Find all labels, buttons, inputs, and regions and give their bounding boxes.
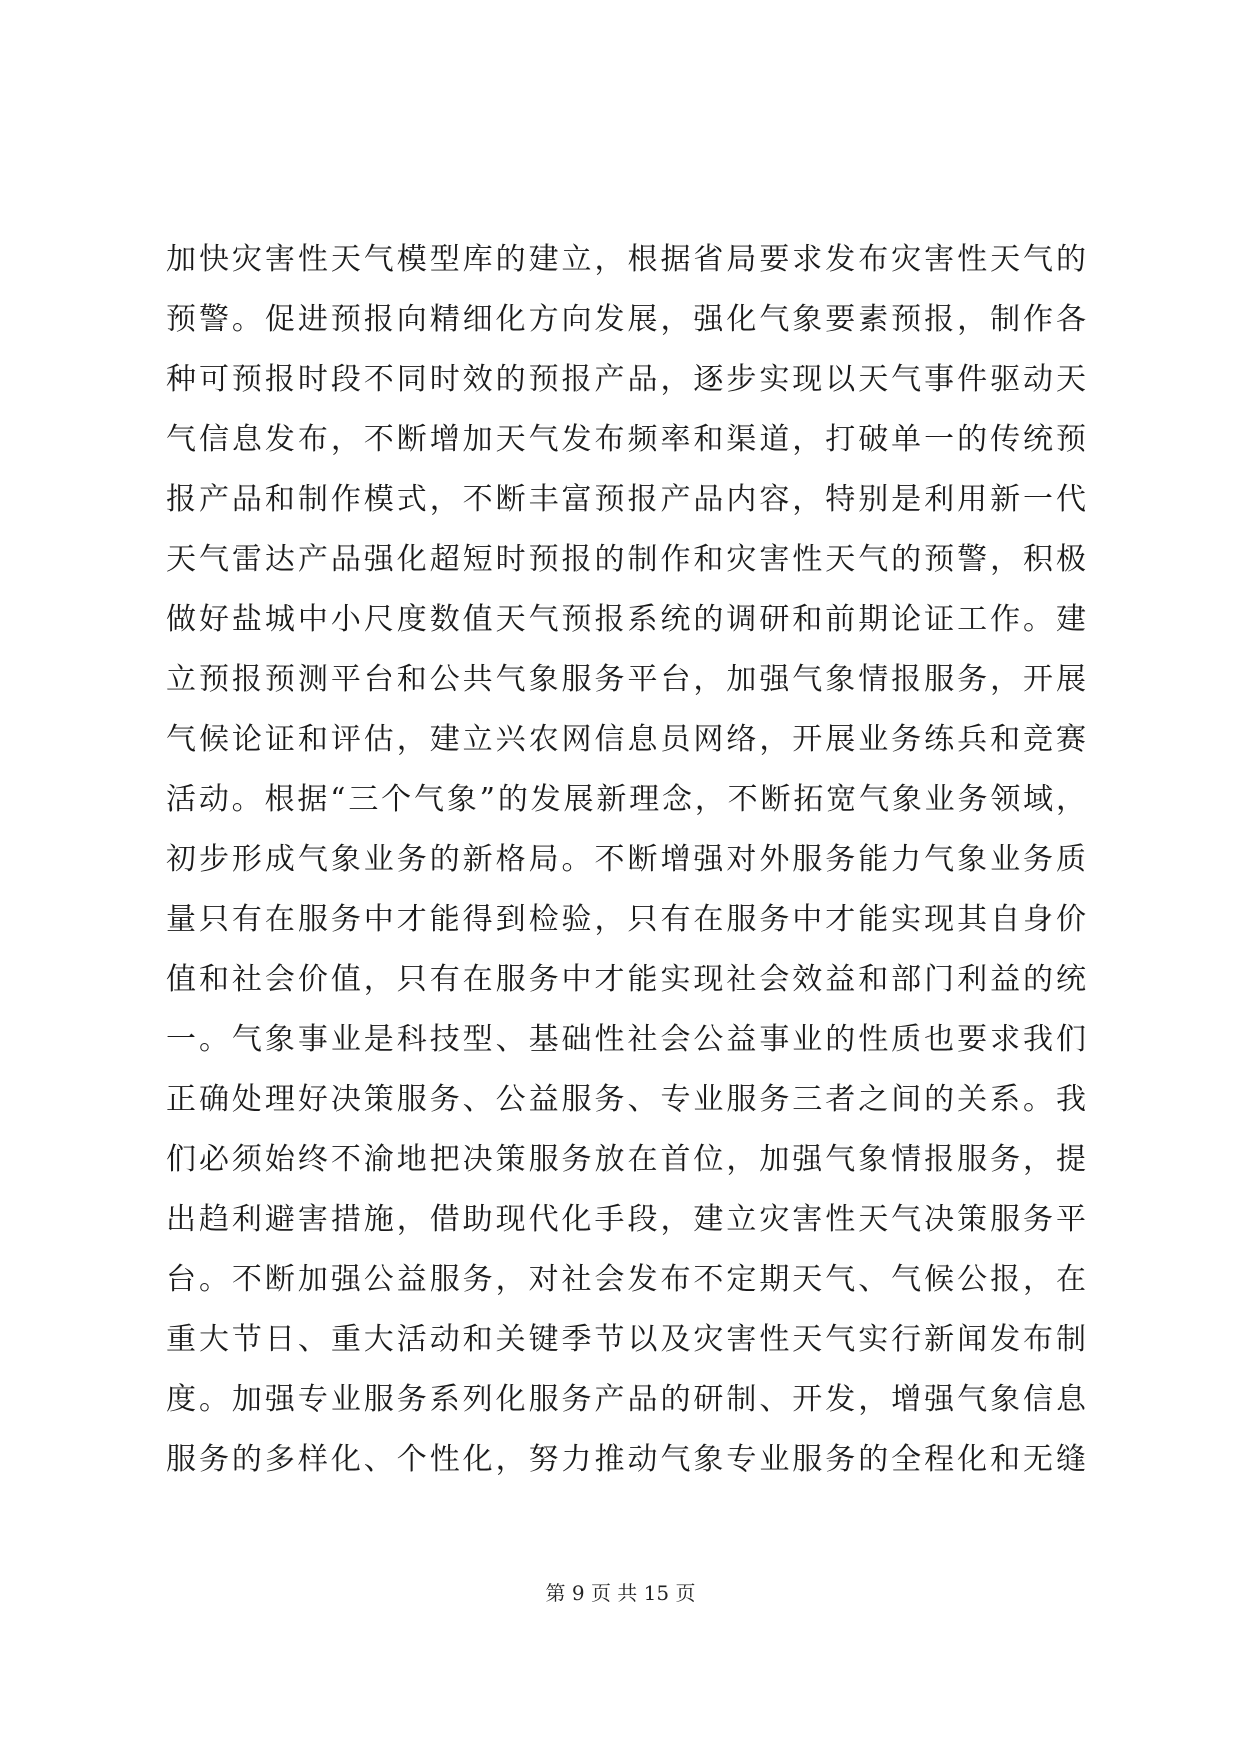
text-line: 天气雷达产品强化超短时预报的制作和灾害性天气的预警，积极 bbox=[166, 542, 1086, 577]
text-line: 量只有在服务中才能得到检验，只有在服务中才能实现其自身价 bbox=[166, 902, 1086, 937]
text-line: 做好盐城中小尺度数值天气预报系统的调研和前期论证工作。建 bbox=[166, 602, 1086, 637]
text-line: 立预报预测平台和公共气象服务平台，加强气象情报服务，开展 bbox=[166, 662, 1086, 697]
text-line: 加快灾害性天气模型库的建立，根据省局要求发布灾害性天气的 bbox=[166, 242, 1086, 277]
text-line: 出趋利避害措施，借助现代化手段，建立灾害性天气决策服务平 bbox=[166, 1202, 1086, 1237]
text-line: 种可预报时段不同时效的预报产品，逐步实现以天气事件驱动天 bbox=[166, 362, 1086, 397]
text-line: 重大节日、重大活动和关键季节以及灾害性天气实行新闻发布制 bbox=[166, 1322, 1086, 1357]
text-line: 活动。根据“三个气象”的发展新理念，不断拓宽气象业务领域， bbox=[166, 782, 1086, 817]
page-number-footer: 第 9 页 共 15 页 bbox=[545, 1581, 696, 1605]
body-text bbox=[166, 230, 1086, 1490]
text-line: 一。气象事业是科技型、基础性社会公益事业的性质也要求我们 bbox=[166, 1022, 1086, 1057]
text-line: 服务的多样化、个性化，努力推动气象专业服务的全程化和无缝 bbox=[166, 1442, 1086, 1477]
text-line: 气候论证和评估，建立兴农网信息员网络，开展业务练兵和竞赛 bbox=[166, 722, 1086, 757]
text-line: 气信息发布，不断增加天气发布频率和渠道，打破单一的传统预 bbox=[166, 422, 1086, 457]
text-line: 们必须始终不渝地把决策服务放在首位，加强气象情报服务，提 bbox=[166, 1142, 1086, 1177]
text-line: 初步形成气象业务的新格局。不断增强对外服务能力气象业务质 bbox=[166, 842, 1086, 877]
text-line: 正确处理好决策服务、公益服务、专业服务三者之间的关系。我 bbox=[166, 1082, 1086, 1117]
text-line: 报产品和制作模式，不断丰富预报产品内容，特别是利用新一代 bbox=[166, 482, 1086, 517]
text-line: 度。加强专业服务系列化服务产品的研制、开发，增强气象信息 bbox=[166, 1382, 1086, 1417]
text-line: 预警。促进预报向精细化方向发展，强化气象要素预报，制作各 bbox=[166, 302, 1086, 337]
text-line: 台。不断加强公益服务，对社会发布不定期天气、气候公报，在 bbox=[166, 1262, 1086, 1297]
text-line: 值和社会价值，只有在服务中才能实现社会效益和部门利益的统 bbox=[166, 962, 1086, 997]
